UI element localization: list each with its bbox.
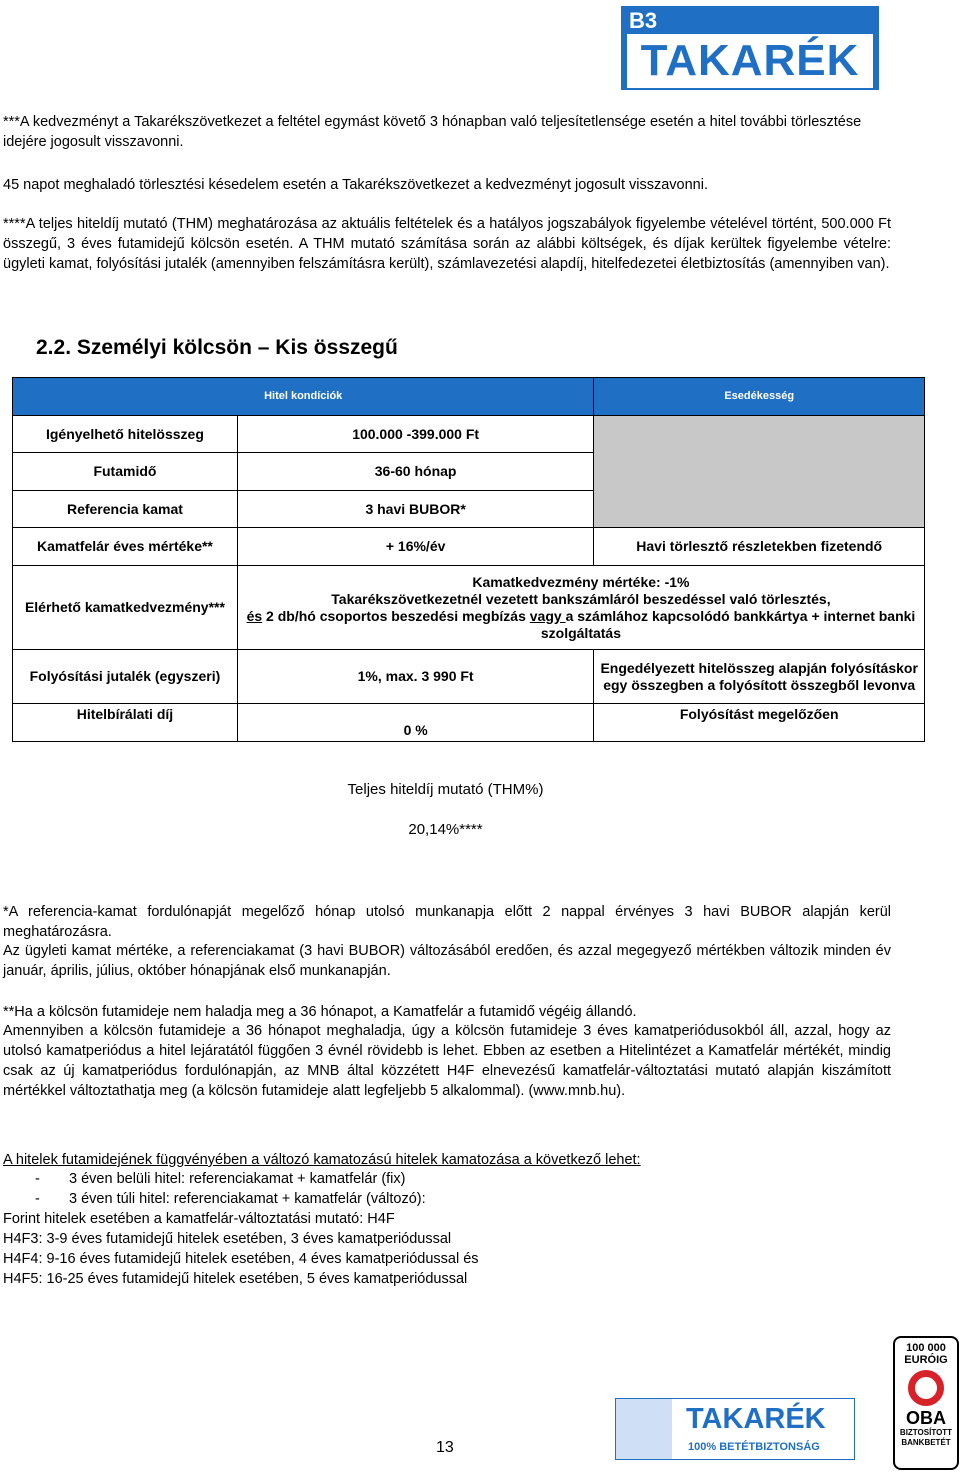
- margin-label: Kamatfelár éves mértéke**: [13, 528, 238, 566]
- footer-logo-subtext: 100% BETÉTBIZTONSÁG: [688, 1441, 820, 1453]
- logo-takarek-text: TAKARÉK: [627, 34, 873, 88]
- list-item-text: 3 éven belüli hitel: referenciakamat + kamatfelár (fix): [69, 1171, 406, 1187]
- footer-takarek-logo: [615, 1398, 855, 1460]
- thm-value: 20,14%****: [408, 821, 483, 838]
- oba-amount: 100 000: [906, 1342, 946, 1354]
- note-thm-definition: ****A teljes hiteldíj mutató (THM) meghatározása az aktuális feltételek és a hatályos jogszabályok figyelembe vételével történt, 500.000 Ft összegű, 3 éves futamidejű kölcsön esetén. A THM mutató számítása során az alábbi költségek, és díjak kerültek figyelembe vételre: ügyleti kamat, folyósítási jutalék (amennyiben felszámításra került), számlavezetési alapdíj, hitelfedezetei életbiztosítás (amennyiben van).: [3, 216, 891, 272]
- list-item-text: 3 éven túli hitel: referenciakamat + kamatfelár (változó):: [69, 1191, 426, 1207]
- note-discount-revoke: ***A kedvezményt a Takarékszövetkezet a feltétel egymást követő 3 hónapban való teljesítetlensége esetén a hitel további törlesztése idejére jogosult visszavonni.: [3, 114, 862, 150]
- fee-value: 1%, max. 3 990 Ft: [237, 650, 594, 704]
- discount-and: és: [246, 607, 263, 624]
- note-late-payment: 45 napot meghaladó törlesztési késedelem esetén a Takarékszövetkezet a kedvezményt jogosult visszavonni.: [3, 177, 708, 193]
- note-interest-periods: Amennyiben a kölcsön futamideje a 36 hónapot meghaladja, úgy a kölcsön futamideje 3 éves kamatperiódusokból áll, azzal, hogy az utolsó kamatperiódus a hitel lejáratától függően 3 évnél rövidebb is lehet. Ebben az esetben a Hitelintézet a Kamatfelár mértékét, mindig csak az új kamatperiódus fordulónapján, az MNB által közzétett H4F elnevezésű kamatfelár-változtatási mutató alapján kiszámított mértékkel változtathatja meg (a kölcsön futamideje alatt legfeljebb 5 alkalommal). (www.mnb.hu).: [3, 1023, 891, 1099]
- oba-ring-icon: [908, 1370, 944, 1406]
- logo-mark-icon: [616, 1399, 672, 1459]
- discount-rate: Kamatkedvezmény mértéke: -1%: [472, 573, 690, 590]
- review-due: Folyósítást megelőzően: [594, 704, 925, 742]
- discount-text-b: a számlához kapcsolódó bankkártya + internet banki szolgáltatás: [540, 607, 916, 641]
- oba-badge: [893, 1336, 959, 1470]
- margin-value: + 16%/év: [237, 528, 594, 566]
- ref-value: 3 havi BUBOR*: [237, 491, 594, 528]
- logo-b3-text: B3: [629, 8, 658, 33]
- review-label: Hitelbírálati díj: [13, 704, 238, 742]
- discount-or: vagy: [529, 607, 566, 624]
- discount-condition-1: Takarékszövetkezetnél vezetett bankszámláról beszedéssel való törlesztés,: [331, 590, 831, 607]
- note-reference-rate: *A referencia-kamat fordulónapját megelőző hónap utolsó munkanapja előtt 2 nappal érvényes 3 havi BUBOR alapján kerül meghatározásra.: [3, 904, 891, 940]
- review-value: 0 %: [237, 704, 594, 742]
- discount-text-a: 2 db/hó csoportos beszedési megbízás: [262, 607, 530, 624]
- h4f-intro: Forint hitelek esetében a kamatfelár-változtatási mutató: H4F: [3, 1211, 395, 1227]
- note-rate-change: Az ügyleti kamat mértéke, a referenciakamat (3 havi BUBOR) változásából eredően, és azzal megegyező mértékben változik minden év január, április, július, október hónapjának első munkanapján.: [3, 943, 891, 979]
- note-margin-fixed: **Ha a kölcsön futamideje nem haladja meg a 36 hónapot, a Kamatfelár a futamidő végéig állandó.: [3, 1004, 637, 1020]
- header-due: Esedékesség: [594, 378, 925, 416]
- oba-title: OBA: [906, 1408, 946, 1428]
- ref-label: Referencia kamat: [13, 491, 238, 528]
- amount-value: 100.000 -399.000 Ft: [237, 416, 594, 453]
- loan-conditions-table: [12, 377, 925, 742]
- fee-label: Folyósítási jutalék (egyszeri): [13, 650, 238, 704]
- amount-label: Igényelhető hitelösszeg: [13, 416, 238, 453]
- term-value: 36-60 hónap: [237, 453, 594, 491]
- list-item: [3, 1189, 891, 1209]
- h4f3-line: H4F3: 3-9 éves futamidejű hitelek esetében, 3 éves kamatperiódussal: [3, 1231, 452, 1247]
- due-empty-cell: [594, 416, 925, 528]
- footer-logo-text: TAKARÉK: [686, 1403, 826, 1435]
- discount-details: [237, 566, 924, 650]
- header-conditions: Hitel kondíciók: [13, 378, 594, 416]
- note-variable-interest: A hitelek futamidejének függvényében a változó kamatozású hitelek kamatozása a következő lehet:: [3, 1152, 641, 1168]
- discount-condition-2: [244, 608, 918, 642]
- h4f4-line: H4F4: 9-16 éves futamidejű hitelek esetében, 4 éves kamatperiódussal és: [3, 1251, 479, 1267]
- oba-insured: BIZTOSÍTOTT: [899, 1428, 953, 1437]
- discount-label: Elérhető kamatkedvezmény***: [13, 566, 238, 650]
- takarek-logo: [621, 6, 879, 90]
- section-heading: [36, 336, 398, 360]
- list-item: [3, 1169, 891, 1189]
- oba-deposit: BANKBETÉT: [901, 1438, 951, 1447]
- h4f5-line: H4F5: 16-25 éves futamidejű hitelek esetében, 5 éves kamatperiódussal: [3, 1271, 468, 1287]
- thm-label: Teljes hiteldíj mutató (THM%): [347, 781, 544, 798]
- margin-due: Havi törlesztő részletekben fizetendő: [594, 528, 925, 566]
- interest-list-block: [3, 1169, 891, 1289]
- section-number: 2.2.: [36, 336, 72, 359]
- page-number: 13: [436, 1439, 454, 1456]
- section-title: Személyi kölcsön – Kis összegű: [76, 336, 398, 359]
- oba-currency: EURÓIG: [904, 1354, 948, 1366]
- term-label: Futamidő: [13, 453, 238, 491]
- interest-type-list: [3, 1169, 891, 1209]
- fee-due: Engedélyezett hitelösszeg alapján folyósításkor egy összegben a folyósított összegből levonva: [594, 650, 925, 704]
